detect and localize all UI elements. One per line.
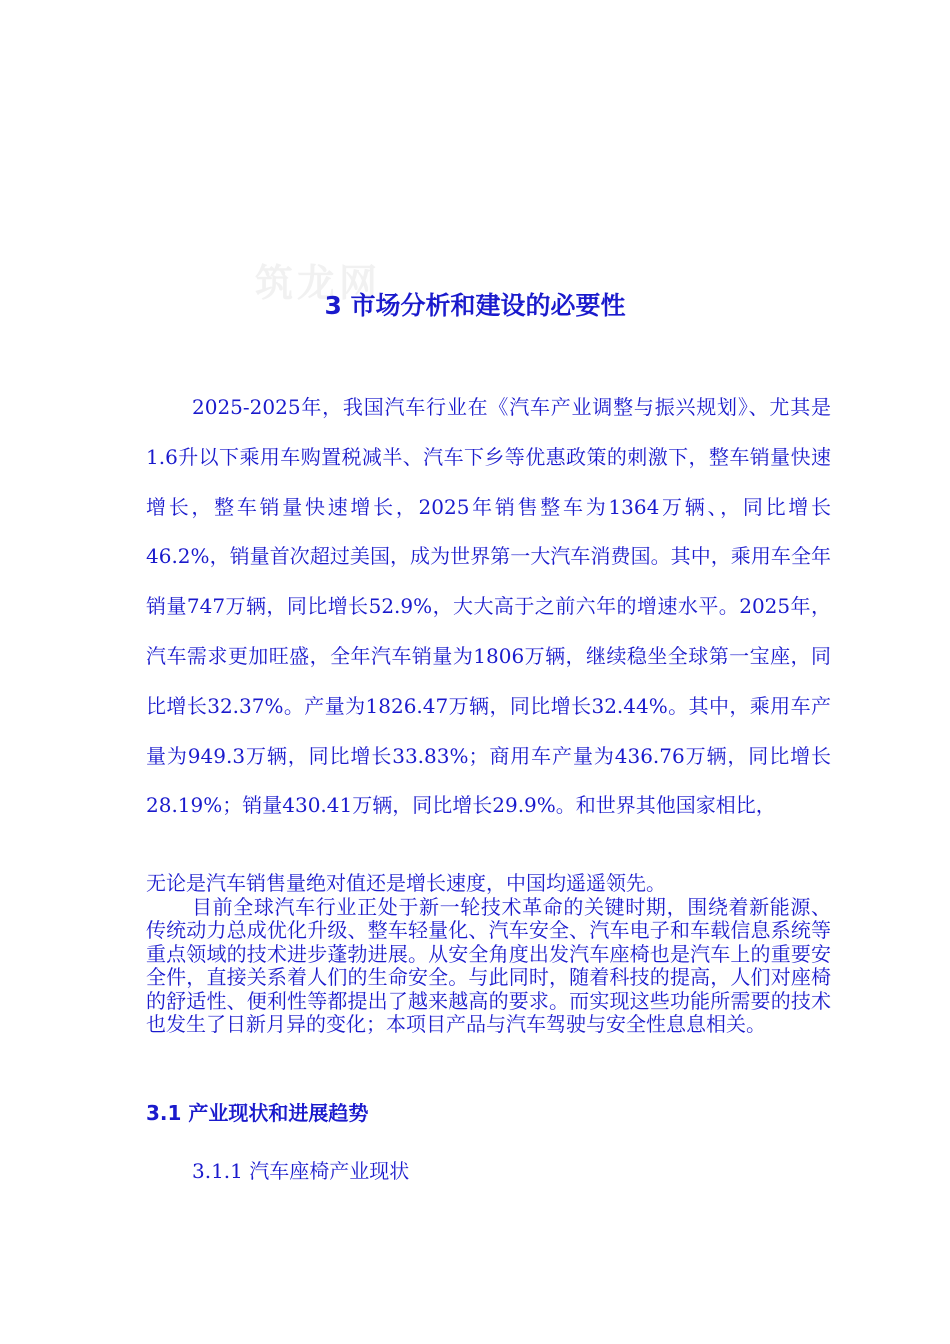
watermark: 筑龙网 (255, 260, 382, 305)
section-heading: 3.1 产业现状和进展趋势 (146, 1101, 369, 1125)
body-paragraph-2: 目前全球汽车行业正处于新一轮技术革命的关键时期，围绕着新能源、传统动力总成优化升级、整车轻量化、汽车安全、汽车电子和车载信息系统等重点领域的技术进步蓬勃进展。从安全角度出发汽车座椅也是汽车上的重要安全件，直接关系着人们的生命安全。与此同时，随着科技的提高，人们对座椅的舒适性、便利性等都提出了越来越高的要求。而实现这些功能所需要的技术也发生了日新月异的变化；本项目产品与汽车驾驶与安全性息息相关。 (146, 894, 831, 1036)
body-paragraph-1: 2025-2025年，我国汽车行业在《汽车产业调整与振兴规划》、尤其是1.6升以下乘用车购置税减半、汽车下乡等优惠政策的刺激下，整车销量快速增长，整车销量快速增长，2025年销售整车为1364万辆、，同比增长46.2%，销量首次超过美国，成为世界第一大汽车消费国。其中，乘用车全年销量747万辆，同比增长52.9%，大大高于之前六年的增速水平。2025年，汽车需求更加旺盛，全年汽车销量为1806万辆，继续稳坐全球第一宝座，同比增长32.37%。产量为1826.47万辆，同比增长32.44%。其中，乘用车产量为949.3万辆，同比增长33.83%；商用车产量为436.76万辆，同比增长28.19%；销量430.41万辆，同比增长29.9%。和世界其他国家相比， (146, 395, 831, 818)
body-paragraph-block (146, 872, 831, 1037)
chapter-title: 3 市场分析和建设的必要性 (324, 291, 626, 320)
body-paragraph-1-tail: 无论是汽车销售量绝对值还是增长速度，中国均遥遥领先。 (146, 871, 666, 895)
subsection-heading: 3.1.1 汽车座椅产业现状 (192, 1159, 410, 1183)
